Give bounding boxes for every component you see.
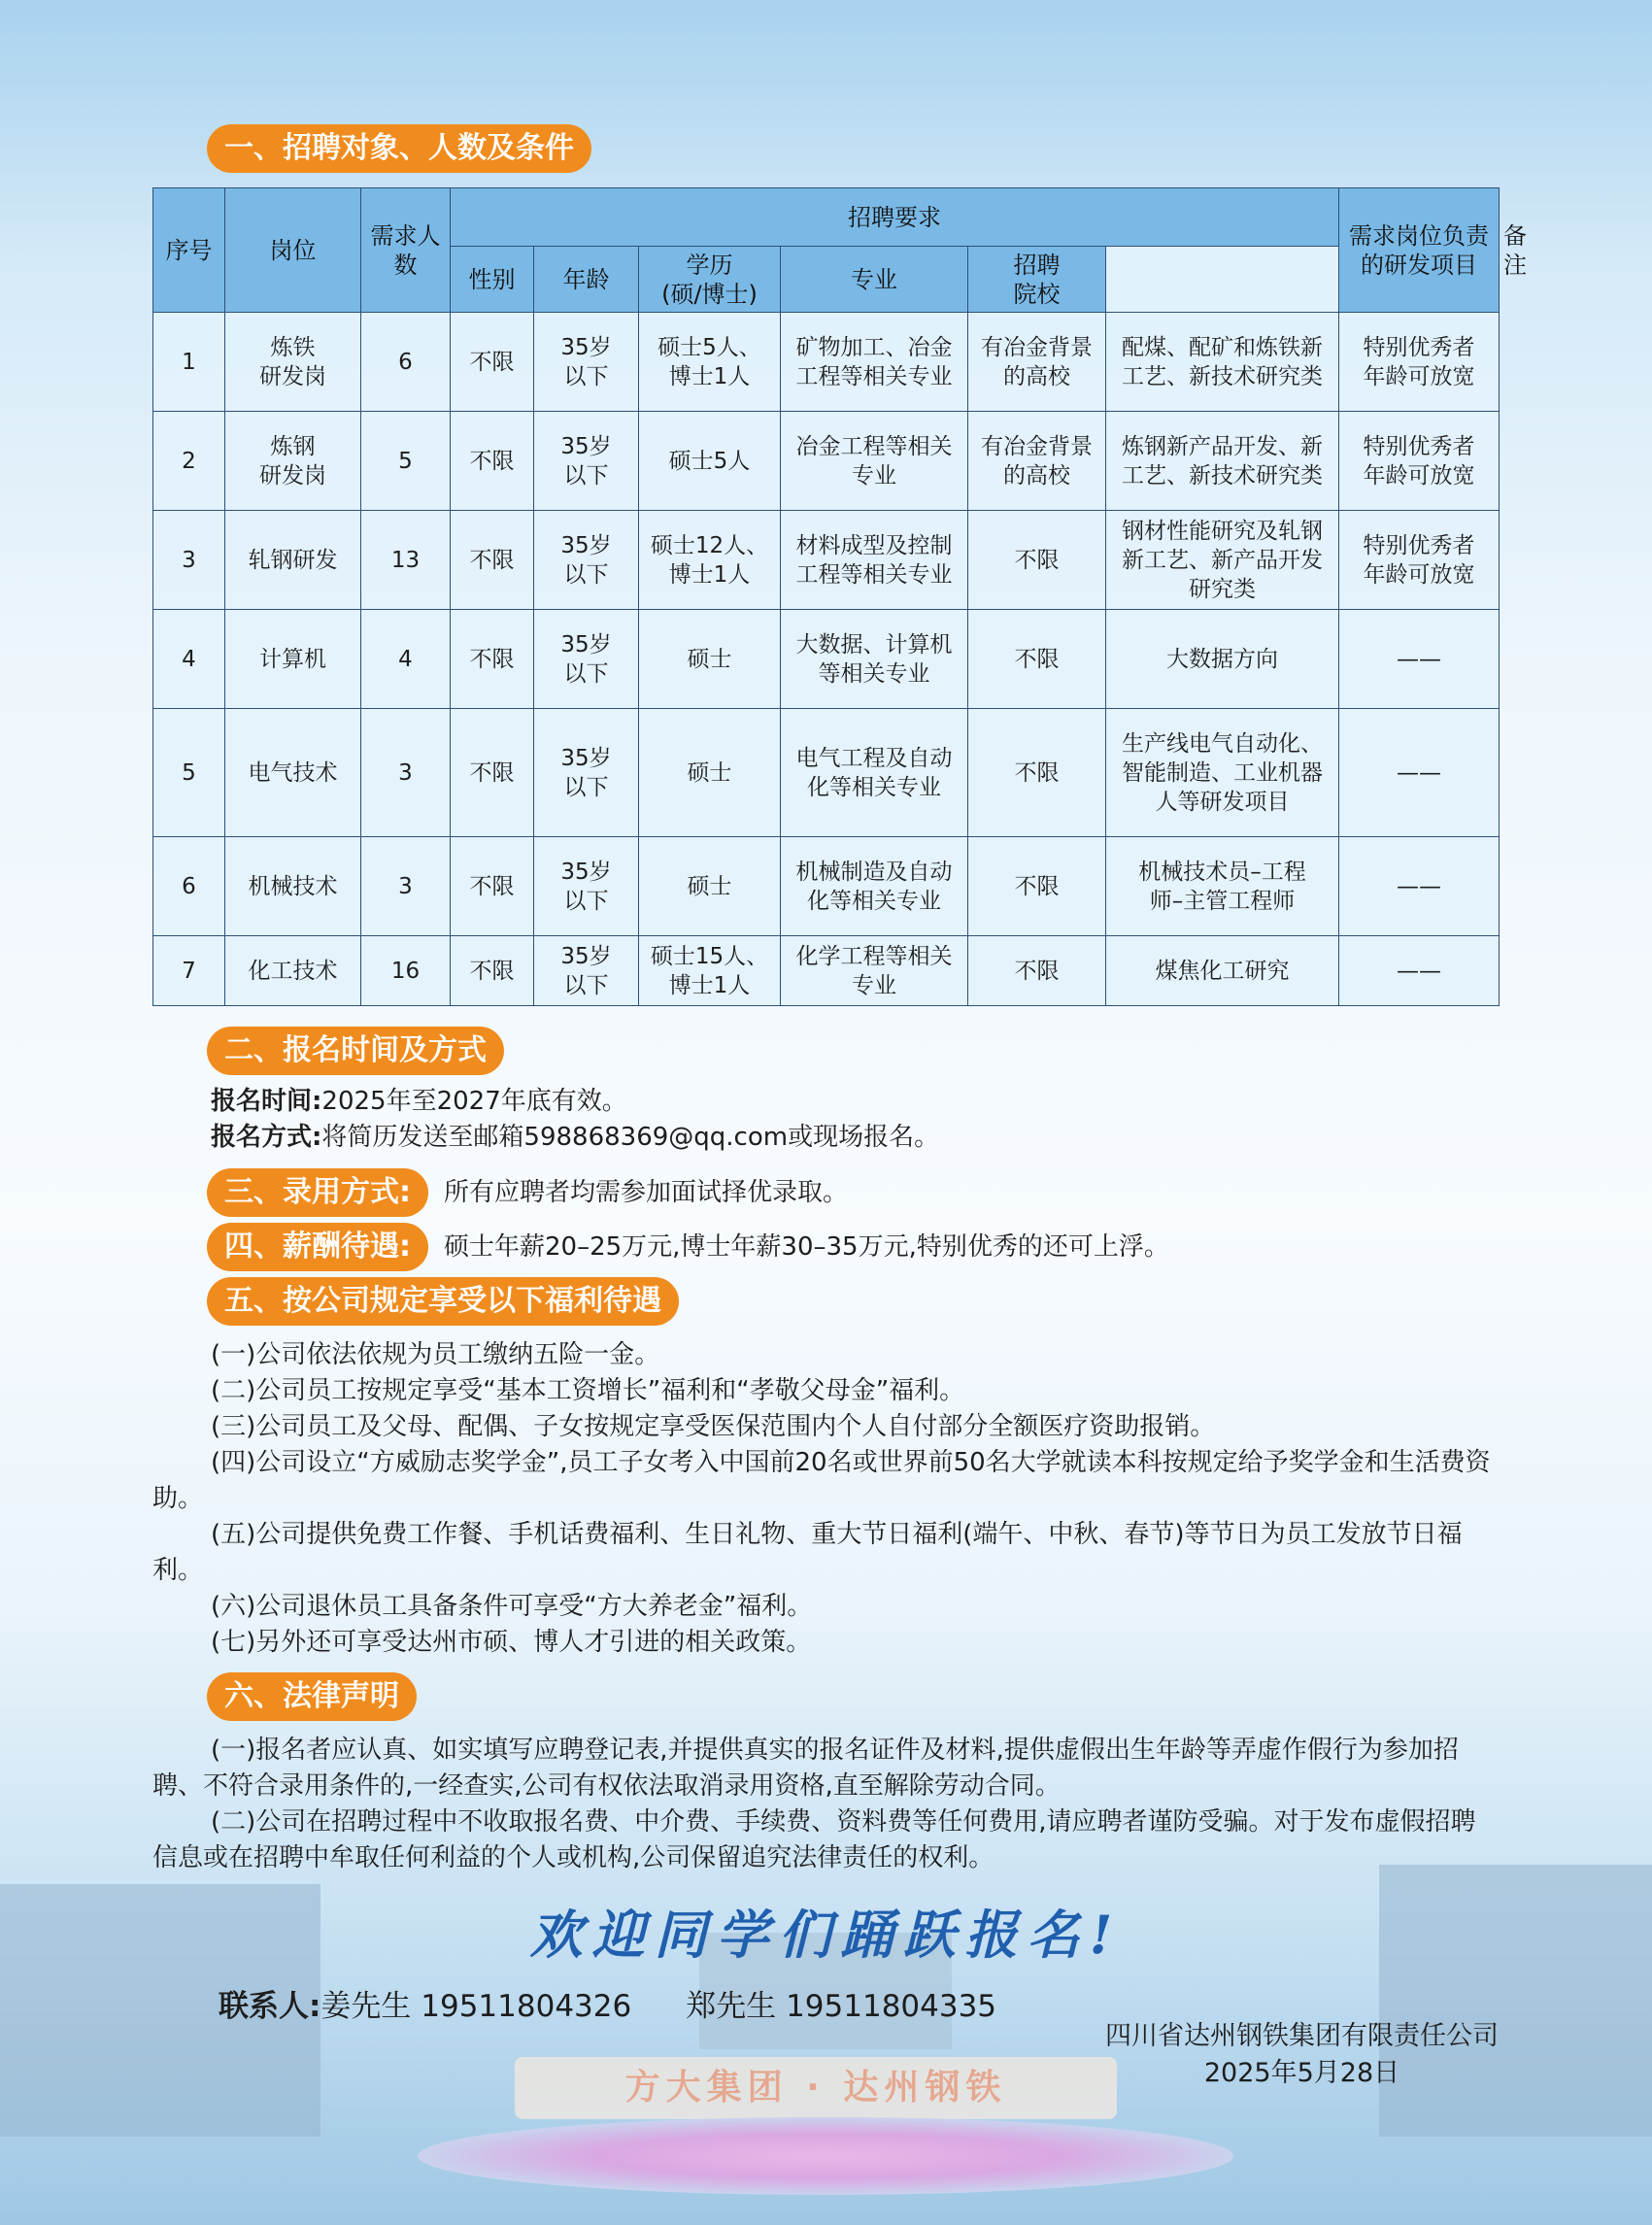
section-title-hiring: 三、录用方式:: [207, 1168, 428, 1217]
cell-seq: 5: [153, 709, 225, 837]
cell-edu: 硕士: [639, 837, 781, 936]
welfare-item: (六)公司退休员工具备条件可享受“方大养老金”福利。: [211, 1592, 813, 1621]
th-seq: 序号: [153, 188, 225, 313]
signup-time-value: 2025年至2027年底有效。: [321, 1087, 627, 1116]
cell-age: 35岁 以下: [534, 610, 639, 709]
entrance-sign: 方大集团 · 达州钢铁: [515, 2057, 1117, 2119]
cell-note: ——: [1339, 709, 1500, 837]
cell-project: 大数据方向: [1106, 610, 1339, 709]
cell-major: 冶金工程等相关 专业: [781, 412, 968, 511]
welfare-item: (三)公司员工及父母、配偶、子女按规定享受医保范围内个人自付部分全额医疗资助报销。: [211, 1412, 1216, 1441]
signup-time: [211, 1084, 1557, 1120]
cell-major: 大数据、计算机 等相关专业: [781, 610, 968, 709]
cell-gender: 不限: [451, 412, 534, 511]
table-row: [153, 936, 1500, 1006]
cell-project: 钢材性能研究及轧钢 新工艺、新产品开发 研究类: [1106, 511, 1339, 610]
hiring-text: 所有应聘者均需参加面试择优录取。: [444, 1178, 849, 1207]
cell-post: 炼钢 研发岗: [225, 412, 361, 511]
th-post: 岗位: [225, 188, 361, 313]
cell-num: 6: [361, 313, 451, 412]
cell-note: ——: [1339, 837, 1500, 936]
cell-school: 有冶金背景 的高校: [968, 412, 1106, 511]
th-edu: 学历 (硕/博士): [639, 247, 781, 313]
welfare-list: [152, 1337, 1499, 1661]
cell-gender: 不限: [451, 610, 534, 709]
th-age: 年龄: [534, 247, 639, 313]
cell-note: ——: [1339, 936, 1500, 1006]
table-row: [153, 610, 1500, 709]
cell-num: 13: [361, 511, 451, 610]
cell-num: 3: [361, 837, 451, 936]
cell-seq: 1: [153, 313, 225, 412]
section-title-salary: 四、薪酬待遇:: [207, 1223, 428, 1271]
signup-method-value: 将简历发送至邮箱598868369@qq.com或现场报名。: [321, 1123, 940, 1152]
cell-seq: 7: [153, 936, 225, 1006]
cell-project: 炼钢新产品开发、新 工艺、新技术研究类: [1106, 412, 1339, 511]
welfare-item: (二)公司员工按规定享受“基本工资增长”福利和“孝敬父母金”福利。: [211, 1376, 965, 1405]
contact-label: 联系人:: [219, 1989, 321, 2024]
cell-edu: 硕士5人: [639, 412, 781, 511]
cell-project: 配煤、配矿和炼铁新 工艺、新技术研究类: [1106, 313, 1339, 412]
cell-note: 特别优秀者 年龄可放宽: [1339, 511, 1500, 610]
cell-school: 不限: [968, 709, 1106, 837]
recruitment-table: 序号 岗位 需求人数 招聘要求 需求岗位负责的研发项目 备注 性别 年龄 学历 (硕/博士) 专业 招聘 院校 1 炼铁 研发岗 6 不限 35岁 以下 硕士5人、 博士1人 矿物加工、冶金 工程等相关专业 有冶金背景 的高校 配煤、配矿和炼铁新 工艺、新技术研究类 特别优秀者 年龄可放宽 2 炼钢 研发岗 5 不限 35岁 以下 硕士5人 冶金工程等相关 专业 有冶金背景 的高校 炼钢新产品开发、新 工艺、新技术研究类 特别优秀者 年龄可放宽 3 轧钢研发 13 不限 35岁 以下 硕士12人、 博士1人 材料成型及控制 工程等相关专业 不限 钢材性能研究及轧钢 新工艺、新产品开发 研究类 特别优秀者 年龄可放宽 4 计算机 4 不限 35岁 以下 硕士 大数据、计算机 等相关专业 不限 大数据方向 —— 5 电气技术 3 不限 35岁 以下 硕士 电气工程及自动 化等相关专业 不限 生产线电气自动化、 智能制造、工业机器 人等研发项目 —— 6 机械技术 3 不限 35岁 以下 硕士 机械制造及自动 化等相关专业 不限 机械技术员–工程 师–主管工程师 —— 7 化工技术 16 不限 35岁 以下 硕士15人、 博士1人 化学工程等相关 专业 不限 煤焦化工研究 ——: [152, 187, 1500, 1006]
legal-list: [152, 1733, 1499, 1876]
cell-post: 机械技术: [225, 837, 361, 936]
cell-edu: 硕士5人、 博士1人: [639, 313, 781, 412]
cell-age: 35岁 以下: [534, 412, 639, 511]
section-title-legal: 六、法律声明: [207, 1672, 417, 1721]
contact-person-1: 姜先生 19511804326: [320, 1989, 632, 2024]
company-signature: [1105, 2018, 1499, 2092]
contact-line: [219, 1981, 1051, 2025]
cell-major: 矿物加工、冶金 工程等相关专业: [781, 313, 968, 412]
issue-date: 2025年5月28日: [1203, 2058, 1400, 2088]
cell-school: 有冶金背景 的高校: [968, 313, 1106, 412]
th-num: 需求人数: [361, 188, 451, 313]
welfare-item: (五)公司提供免费工作餐、手机话费福利、生日礼物、重大节日福利(端午、中秋、春节)等节日为员工发放节日福利。: [152, 1520, 1463, 1585]
table-row: [153, 412, 1500, 511]
cell-num: 16: [361, 936, 451, 1006]
cell-seq: 6: [153, 837, 225, 936]
cell-gender: 不限: [451, 837, 534, 936]
cell-note: ——: [1339, 610, 1500, 709]
cell-note: 特别优秀者 年龄可放宽: [1339, 313, 1500, 412]
cell-gender: 不限: [451, 709, 534, 837]
cell-project: 生产线电气自动化、 智能制造、工业机器 人等研发项目: [1106, 709, 1339, 837]
th-major: 专业: [781, 247, 968, 313]
table-row: [153, 709, 1500, 837]
section-title-signup: 二、报名时间及方式: [207, 1027, 504, 1075]
cell-post: 电气技术: [225, 709, 361, 837]
cell-school: 不限: [968, 837, 1106, 936]
cell-major: 化学工程等相关 专业: [781, 936, 968, 1006]
table-row: [153, 837, 1500, 936]
cell-edu: 硕士15人、 博士1人: [639, 936, 781, 1006]
signup-method-label: 报名方式:: [211, 1123, 322, 1152]
section-title-recruitment: 一、招聘对象、人数及条件: [207, 124, 591, 173]
cell-gender: 不限: [451, 936, 534, 1006]
cell-project: 煤焦化工研究: [1106, 936, 1339, 1006]
cell-edu: 硕士: [639, 610, 781, 709]
cell-edu: 硕士12人、 博士1人: [639, 511, 781, 610]
cell-gender: 不限: [451, 511, 534, 610]
cell-school: 不限: [968, 511, 1106, 610]
cell-age: 35岁 以下: [534, 313, 639, 412]
section-title-welfare: 五、按公司规定享受以下福利待遇: [207, 1277, 679, 1326]
cell-school: 不限: [968, 610, 1106, 709]
cell-major: 材料成型及控制 工程等相关专业: [781, 511, 968, 610]
cell-age: 35岁 以下: [534, 709, 639, 837]
th-requirements: 招聘要求: [451, 188, 1339, 247]
contact-person-2: 郑先生 19511804335: [686, 1989, 997, 2024]
th-school: 招聘 院校: [968, 247, 1106, 313]
company-name: 四川省达州钢铁集团有限责任公司: [1105, 2021, 1499, 2051]
cell-seq: 3: [153, 511, 225, 610]
welcome-slogan: 欢迎同学们踊跃报名!: [529, 1904, 1123, 1966]
cell-age: 35岁 以下: [534, 837, 639, 936]
cell-gender: 不限: [451, 313, 534, 412]
cell-num: 5: [361, 412, 451, 511]
legal-item: (二)公司在招聘过程中不收取报名费、中介费、手续费、资料费等任何费用,请应聘者谨防受骗。对于发布虚假招聘信息或在招聘中牟取任何利益的个人或机构,公司保留追究法律责任的权利。: [152, 1807, 1476, 1872]
cell-age: 35岁 以下: [534, 511, 639, 610]
cell-note: 特别优秀者 年龄可放宽: [1339, 412, 1500, 511]
cell-post: 轧钢研发: [225, 511, 361, 610]
welfare-item: (一)公司依法依规为员工缴纳五险一金。: [211, 1340, 660, 1369]
cell-major: 电气工程及自动 化等相关专业: [781, 709, 968, 837]
cell-num: 3: [361, 709, 451, 837]
cell-seq: 2: [153, 412, 225, 511]
signup-method: [211, 1120, 1557, 1156]
welfare-item: (四)公司设立“方威励志奖学金”,员工子女考入中国前20名或世界前50名大学就读本科按规定给予奖学金和生活费资助。: [152, 1448, 1491, 1513]
cell-project: 机械技术员–工程 师–主管工程师: [1106, 837, 1339, 936]
salary-text: 硕士年薪20–25万元,博士年薪30–35万元,特别优秀的还可上浮。: [444, 1232, 1169, 1262]
signup-time-label: 报名时间:: [211, 1087, 322, 1116]
cell-school: 不限: [968, 936, 1106, 1006]
cell-post: 计算机: [225, 610, 361, 709]
cell-edu: 硕士: [639, 709, 781, 837]
cell-major: 机械制造及自动 化等相关专业: [781, 837, 968, 936]
th-project: 需求岗位负责的研发项目: [1339, 188, 1500, 313]
cell-post: 化工技术: [225, 936, 361, 1006]
legal-item: (一)报名者应认真、如实填写应聘登记表,并提供真实的报名证件及材料,提供虚假出生年龄等弄虚作假行为参加招聘、不符合录用条件的,一经查实,公司有权依法取消录用资格,直至解除劳动合同。: [152, 1736, 1459, 1801]
table-row: [153, 511, 1500, 610]
flower-bed: [418, 2117, 1233, 2195]
cell-seq: 4: [153, 610, 225, 709]
welfare-item: (七)另外还可享受达州市硕、博人才引进的相关政策。: [211, 1628, 812, 1657]
th-gender: 性别: [451, 247, 534, 313]
table-row: [153, 313, 1500, 412]
cell-age: 35岁 以下: [534, 936, 639, 1006]
cell-post: 炼铁 研发岗: [225, 313, 361, 412]
cell-num: 4: [361, 610, 451, 709]
